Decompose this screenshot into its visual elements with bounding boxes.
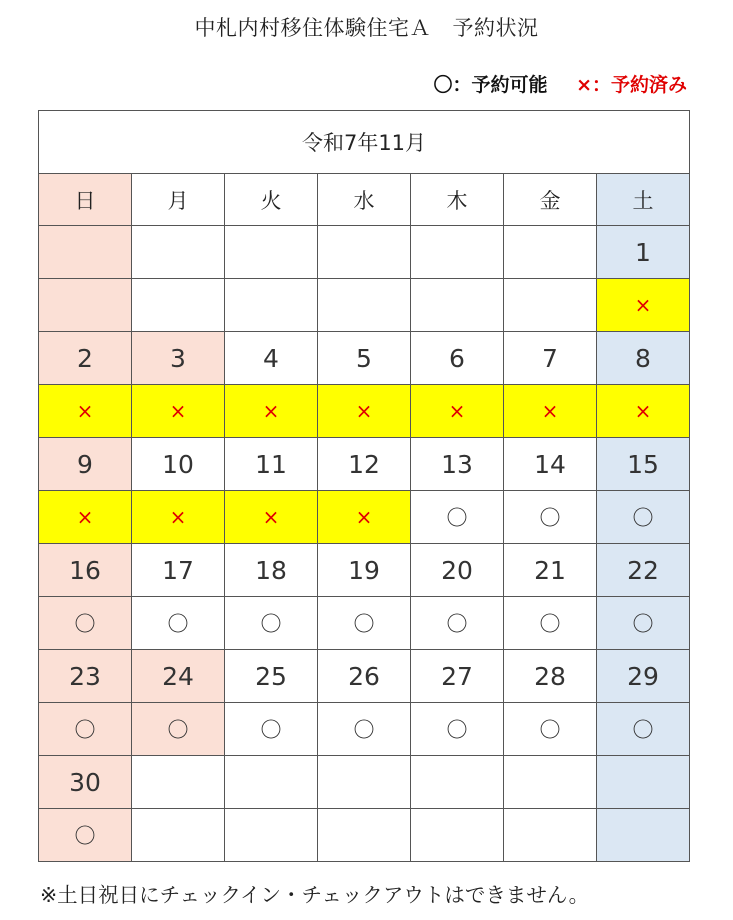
status-cell: × xyxy=(318,385,411,438)
date-cell: 16 xyxy=(39,544,132,597)
status-cell: 〇 xyxy=(225,597,318,650)
status-cell xyxy=(504,809,597,862)
month-label: 令和7年11月 xyxy=(39,111,690,174)
date-row xyxy=(39,438,690,491)
status-cell xyxy=(597,809,690,862)
legend xyxy=(433,70,687,97)
date-row xyxy=(39,544,690,597)
date-cell: 18 xyxy=(225,544,318,597)
date-cell: 13 xyxy=(411,438,504,491)
status-row xyxy=(39,491,690,544)
date-cell xyxy=(318,756,411,809)
status-cell: 〇 xyxy=(411,491,504,544)
status-cell: × xyxy=(597,279,690,332)
status-cell: 〇 xyxy=(504,491,597,544)
status-row xyxy=(39,703,690,756)
status-cell: × xyxy=(411,385,504,438)
status-cell xyxy=(411,279,504,332)
date-row xyxy=(39,756,690,809)
status-cell: × xyxy=(225,491,318,544)
date-cell: 7 xyxy=(504,332,597,385)
page-title: 中札内村移住体験住宅Ａ 予約状況 xyxy=(194,16,539,40)
status-cell: × xyxy=(39,385,132,438)
status-cell: × xyxy=(597,385,690,438)
date-cell: 6 xyxy=(411,332,504,385)
date-cell: 26 xyxy=(318,650,411,703)
checkin-note: ※土日祝日にチェックイン・チェックアウトはできません。 xyxy=(40,883,590,907)
date-cell xyxy=(504,226,597,279)
date-row xyxy=(39,332,690,385)
status-cell: 〇 xyxy=(225,703,318,756)
status-row xyxy=(39,809,690,862)
date-cell: 21 xyxy=(504,544,597,597)
date-cell xyxy=(411,756,504,809)
status-cell: × xyxy=(318,491,411,544)
date-cell: 10 xyxy=(132,438,225,491)
status-row xyxy=(39,279,690,332)
status-cell: 〇 xyxy=(597,597,690,650)
date-cell: 9 xyxy=(39,438,132,491)
status-cell: 〇 xyxy=(597,491,690,544)
weekday-mon: 月 xyxy=(132,174,225,226)
date-cell xyxy=(132,756,225,809)
date-cell: 19 xyxy=(318,544,411,597)
date-cell: 22 xyxy=(597,544,690,597)
date-cell: 4 xyxy=(225,332,318,385)
date-cell xyxy=(318,226,411,279)
status-row xyxy=(39,597,690,650)
date-cell: 27 xyxy=(411,650,504,703)
date-cell xyxy=(225,756,318,809)
status-cell: × xyxy=(132,385,225,438)
date-cell: 25 xyxy=(225,650,318,703)
date-row xyxy=(39,226,690,279)
date-cell xyxy=(411,226,504,279)
date-cell: 24 xyxy=(132,650,225,703)
legend-booked: ×：予約済み xyxy=(576,74,687,96)
status-cell xyxy=(132,809,225,862)
status-cell: 〇 xyxy=(132,597,225,650)
date-cell: 17 xyxy=(132,544,225,597)
status-cell: 〇 xyxy=(39,809,132,862)
month-header-row xyxy=(39,111,690,174)
date-cell: 20 xyxy=(411,544,504,597)
status-cell: 〇 xyxy=(318,597,411,650)
weekday-thu: 木 xyxy=(411,174,504,226)
date-cell: 28 xyxy=(504,650,597,703)
status-cell xyxy=(411,809,504,862)
date-cell: 14 xyxy=(504,438,597,491)
date-cell: 8 xyxy=(597,332,690,385)
weekday-sun: 日 xyxy=(39,174,132,226)
status-cell: × xyxy=(225,385,318,438)
status-cell: 〇 xyxy=(504,597,597,650)
date-cell: 3 xyxy=(132,332,225,385)
weekday-header-row xyxy=(39,174,690,226)
status-cell xyxy=(39,279,132,332)
date-cell xyxy=(39,226,132,279)
status-cell: × xyxy=(132,491,225,544)
status-cell: 〇 xyxy=(411,597,504,650)
date-cell: 15 xyxy=(597,438,690,491)
date-cell: 12 xyxy=(318,438,411,491)
status-cell xyxy=(132,279,225,332)
status-cell: 〇 xyxy=(39,703,132,756)
status-cell: 〇 xyxy=(318,703,411,756)
status-cell: 〇 xyxy=(504,703,597,756)
date-cell: 23 xyxy=(39,650,132,703)
date-cell: 30 xyxy=(39,756,132,809)
date-cell: 1 xyxy=(597,226,690,279)
weekday-wed: 水 xyxy=(318,174,411,226)
weekday-sat: 土 xyxy=(597,174,690,226)
legend-available: 〇：予約可能 xyxy=(433,74,548,96)
status-cell xyxy=(225,809,318,862)
status-row xyxy=(39,385,690,438)
date-cell xyxy=(504,756,597,809)
date-cell: 5 xyxy=(318,332,411,385)
status-cell: 〇 xyxy=(411,703,504,756)
status-cell xyxy=(318,279,411,332)
date-cell: 2 xyxy=(39,332,132,385)
status-cell: × xyxy=(504,385,597,438)
date-cell xyxy=(132,226,225,279)
status-cell xyxy=(504,279,597,332)
reservation-calendar xyxy=(38,110,690,862)
status-cell xyxy=(318,809,411,862)
date-cell xyxy=(597,756,690,809)
status-cell xyxy=(225,279,318,332)
date-cell: 29 xyxy=(597,650,690,703)
weekday-fri: 金 xyxy=(504,174,597,226)
weekday-tue: 火 xyxy=(225,174,318,226)
date-cell xyxy=(225,226,318,279)
status-cell: 〇 xyxy=(39,597,132,650)
date-cell: 11 xyxy=(225,438,318,491)
status-cell: 〇 xyxy=(132,703,225,756)
date-row xyxy=(39,650,690,703)
status-cell: 〇 xyxy=(597,703,690,756)
status-cell: × xyxy=(39,491,132,544)
